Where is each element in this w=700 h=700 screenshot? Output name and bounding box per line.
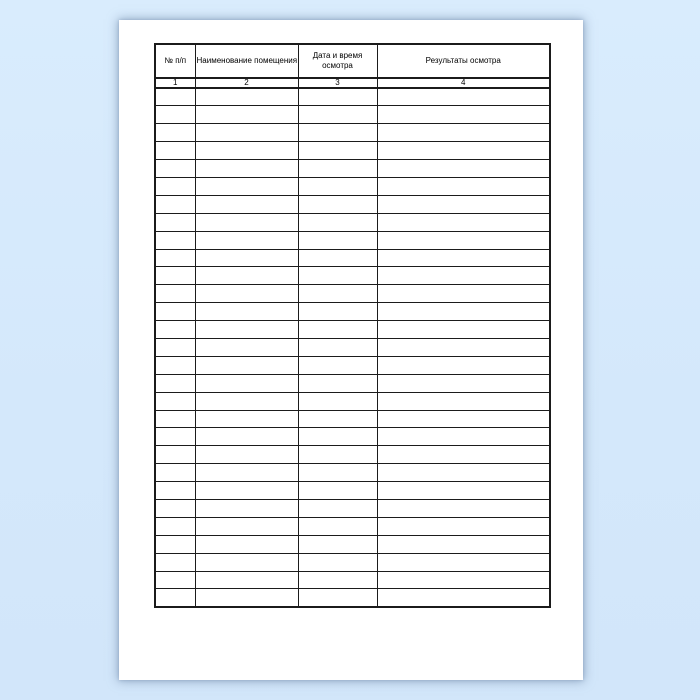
empty-cell xyxy=(377,517,550,535)
empty-cell xyxy=(195,177,298,195)
empty-row xyxy=(155,213,550,231)
empty-cell xyxy=(155,321,195,339)
empty-cell xyxy=(195,571,298,589)
empty-cell xyxy=(155,410,195,428)
empty-row xyxy=(155,392,550,410)
empty-row xyxy=(155,285,550,303)
empty-row xyxy=(155,535,550,553)
empty-cell xyxy=(377,410,550,428)
empty-cell xyxy=(377,142,550,160)
empty-cell xyxy=(377,553,550,571)
empty-cell xyxy=(155,553,195,571)
empty-cell xyxy=(298,267,377,285)
empty-cell xyxy=(298,142,377,160)
empty-row xyxy=(155,303,550,321)
empty-row xyxy=(155,446,550,464)
column-numbers-row xyxy=(155,78,550,88)
empty-cell xyxy=(298,177,377,195)
empty-cell xyxy=(155,142,195,160)
empty-cell xyxy=(377,195,550,213)
empty-cell xyxy=(377,446,550,464)
empty-cell xyxy=(155,285,195,303)
empty-cell xyxy=(377,231,550,249)
empty-cell xyxy=(377,249,550,267)
empty-cell xyxy=(195,446,298,464)
column-number-1: 1 xyxy=(155,78,195,88)
empty-row xyxy=(155,589,550,607)
empty-cell xyxy=(155,160,195,178)
empty-cell xyxy=(298,482,377,500)
empty-row xyxy=(155,499,550,517)
empty-cell xyxy=(155,464,195,482)
empty-cell xyxy=(195,321,298,339)
empty-cell xyxy=(298,428,377,446)
empty-cell xyxy=(298,535,377,553)
empty-row xyxy=(155,88,550,106)
empty-cell xyxy=(155,88,195,106)
empty-row xyxy=(155,428,550,446)
empty-cell xyxy=(155,482,195,500)
empty-cell xyxy=(195,338,298,356)
empty-cell xyxy=(155,195,195,213)
empty-cell xyxy=(195,392,298,410)
empty-cell xyxy=(377,177,550,195)
empty-cell xyxy=(155,535,195,553)
empty-cell xyxy=(155,106,195,124)
empty-cell xyxy=(155,303,195,321)
empty-cell xyxy=(195,285,298,303)
column-number-4: 4 xyxy=(377,78,550,88)
empty-cell xyxy=(377,88,550,106)
empty-cell xyxy=(195,142,298,160)
empty-cell xyxy=(195,160,298,178)
empty-cell xyxy=(377,482,550,500)
empty-cell xyxy=(195,482,298,500)
empty-cell xyxy=(155,267,195,285)
empty-cell xyxy=(377,267,550,285)
empty-cell xyxy=(155,446,195,464)
empty-cell xyxy=(298,356,377,374)
empty-row xyxy=(155,177,550,195)
empty-cell xyxy=(298,464,377,482)
empty-cell xyxy=(298,160,377,178)
empty-cell xyxy=(155,428,195,446)
empty-cell xyxy=(195,231,298,249)
empty-cell xyxy=(298,553,377,571)
empty-row xyxy=(155,106,550,124)
empty-cell xyxy=(195,517,298,535)
empty-cell xyxy=(377,321,550,339)
empty-cell xyxy=(377,285,550,303)
empty-cell xyxy=(377,338,550,356)
empty-cell xyxy=(377,124,550,142)
empty-cell xyxy=(155,177,195,195)
empty-cell xyxy=(298,231,377,249)
empty-cell xyxy=(155,249,195,267)
empty-cell xyxy=(377,589,550,607)
empty-cell xyxy=(298,213,377,231)
empty-cell xyxy=(155,213,195,231)
empty-cell xyxy=(377,464,550,482)
column-number-2: 2 xyxy=(195,78,298,88)
empty-cell xyxy=(298,338,377,356)
empty-cell xyxy=(195,374,298,392)
empty-cell xyxy=(195,303,298,321)
empty-cell xyxy=(195,589,298,607)
empty-cell xyxy=(377,374,550,392)
empty-row xyxy=(155,231,550,249)
empty-cell xyxy=(195,106,298,124)
empty-cell xyxy=(377,303,550,321)
table-body xyxy=(155,88,550,607)
empty-cell xyxy=(155,231,195,249)
column-number-3: 3 xyxy=(298,78,377,88)
empty-cell xyxy=(195,428,298,446)
empty-row xyxy=(155,410,550,428)
empty-cell xyxy=(195,356,298,374)
empty-cell xyxy=(298,374,377,392)
document-page xyxy=(119,20,583,680)
empty-cell xyxy=(195,213,298,231)
empty-cell xyxy=(298,589,377,607)
empty-cell xyxy=(195,195,298,213)
empty-cell xyxy=(155,571,195,589)
empty-cell xyxy=(155,499,195,517)
empty-cell xyxy=(298,321,377,339)
empty-cell xyxy=(155,589,195,607)
empty-cell xyxy=(155,392,195,410)
empty-row xyxy=(155,374,550,392)
empty-cell xyxy=(377,213,550,231)
empty-cell xyxy=(377,356,550,374)
empty-cell xyxy=(195,410,298,428)
empty-cell xyxy=(155,124,195,142)
empty-cell xyxy=(155,338,195,356)
header-row xyxy=(155,44,550,78)
empty-row xyxy=(155,249,550,267)
empty-cell xyxy=(195,267,298,285)
empty-row xyxy=(155,482,550,500)
empty-cell xyxy=(155,517,195,535)
empty-row xyxy=(155,517,550,535)
empty-row xyxy=(155,571,550,589)
empty-cell xyxy=(195,464,298,482)
empty-cell xyxy=(195,88,298,106)
empty-cell xyxy=(298,446,377,464)
empty-cell xyxy=(155,356,195,374)
empty-row xyxy=(155,321,550,339)
empty-row xyxy=(155,356,550,374)
inspection-journal-table xyxy=(154,43,551,608)
empty-cell xyxy=(377,392,550,410)
empty-row xyxy=(155,160,550,178)
column-header-row-number: № п/п xyxy=(155,44,195,78)
empty-cell xyxy=(377,106,550,124)
empty-row xyxy=(155,124,550,142)
empty-row xyxy=(155,338,550,356)
empty-cell xyxy=(298,285,377,303)
empty-cell xyxy=(377,571,550,589)
empty-cell xyxy=(377,499,550,517)
empty-cell xyxy=(298,195,377,213)
column-header-inspection-datetime: Дата и время осмотра xyxy=(298,44,377,78)
empty-cell xyxy=(298,571,377,589)
empty-row xyxy=(155,195,550,213)
empty-row xyxy=(155,464,550,482)
empty-cell xyxy=(298,517,377,535)
empty-cell xyxy=(298,124,377,142)
empty-cell xyxy=(195,553,298,571)
empty-cell xyxy=(298,88,377,106)
empty-cell xyxy=(195,499,298,517)
empty-cell xyxy=(377,428,550,446)
empty-row xyxy=(155,267,550,285)
empty-row xyxy=(155,553,550,571)
empty-cell xyxy=(155,374,195,392)
empty-cell xyxy=(377,535,550,553)
empty-cell xyxy=(195,124,298,142)
column-header-inspection-results: Результаты осмотра xyxy=(377,44,550,78)
empty-cell xyxy=(298,106,377,124)
empty-row xyxy=(155,142,550,160)
empty-cell xyxy=(298,249,377,267)
empty-cell xyxy=(377,160,550,178)
empty-cell xyxy=(298,410,377,428)
empty-cell xyxy=(298,392,377,410)
column-header-room-name: Наименование помещения xyxy=(195,44,298,78)
empty-cell xyxy=(298,499,377,517)
empty-cell xyxy=(195,535,298,553)
empty-cell xyxy=(298,303,377,321)
empty-cell xyxy=(195,249,298,267)
